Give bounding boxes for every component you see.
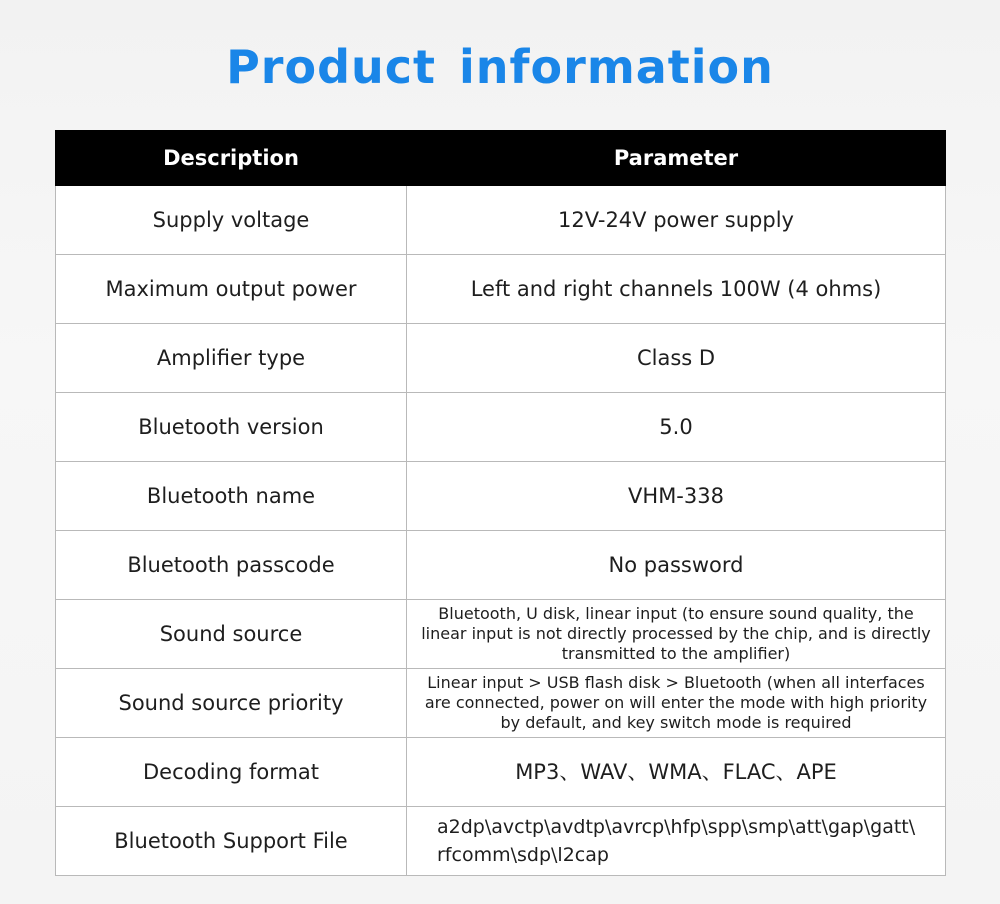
- row-description: Bluetooth name: [56, 462, 407, 531]
- row-description: Bluetooth Support File: [56, 807, 407, 876]
- table-row: [56, 186, 946, 255]
- row-description: Bluetooth passcode: [56, 531, 407, 600]
- table-header-row: [56, 131, 946, 186]
- header-description: Description: [56, 131, 407, 186]
- row-parameter: 5.0: [407, 393, 946, 462]
- table-row: [56, 324, 946, 393]
- table-row: [56, 462, 946, 531]
- row-parameter: Left and right channels 100W (4 ohms): [407, 255, 946, 324]
- table-row: [56, 600, 946, 669]
- row-description: Sound source priority: [56, 669, 407, 738]
- row-parameter: MP3、WAV、WMA、FLAC、APE: [407, 738, 946, 807]
- table-row: [56, 531, 946, 600]
- row-description: Amplifier type: [56, 324, 407, 393]
- header-parameter: Parameter: [407, 131, 946, 186]
- table-row: [56, 807, 946, 876]
- row-parameter: No password: [407, 531, 946, 600]
- spec-table: [55, 130, 946, 876]
- row-description: Bluetooth version: [56, 393, 407, 462]
- row-description: Decoding format: [56, 738, 407, 807]
- row-parameter: VHM-338: [407, 462, 946, 531]
- row-description: Supply voltage: [56, 186, 407, 255]
- row-description: Maximum output power: [56, 255, 407, 324]
- row-parameter: Class D: [407, 324, 946, 393]
- table-row: [56, 255, 946, 324]
- page-title: Product information: [226, 40, 774, 94]
- table-row: [56, 738, 946, 807]
- table-row: [56, 669, 946, 738]
- row-parameter: Linear input > USB flash disk > Bluetooth (when all interfaces are connected, power on will enter the mode with high priority by default, and key switch mode is required: [407, 669, 946, 738]
- table-row: [56, 393, 946, 462]
- row-parameter: Bluetooth, U disk, linear input (to ensure sound quality, the linear input is not directly processed by the chip, and is directly transmitted to the amplifier): [407, 600, 946, 669]
- row-parameter: 12V-24V power supply: [407, 186, 946, 255]
- row-description: Sound source: [56, 600, 407, 669]
- row-parameter: a2dp\​avctp\​avdtp\​avrcp\​hfp\​spp\​smp\​att\​gap\​gatt\​rfcomm\​sdp\​l2cap: [407, 807, 946, 876]
